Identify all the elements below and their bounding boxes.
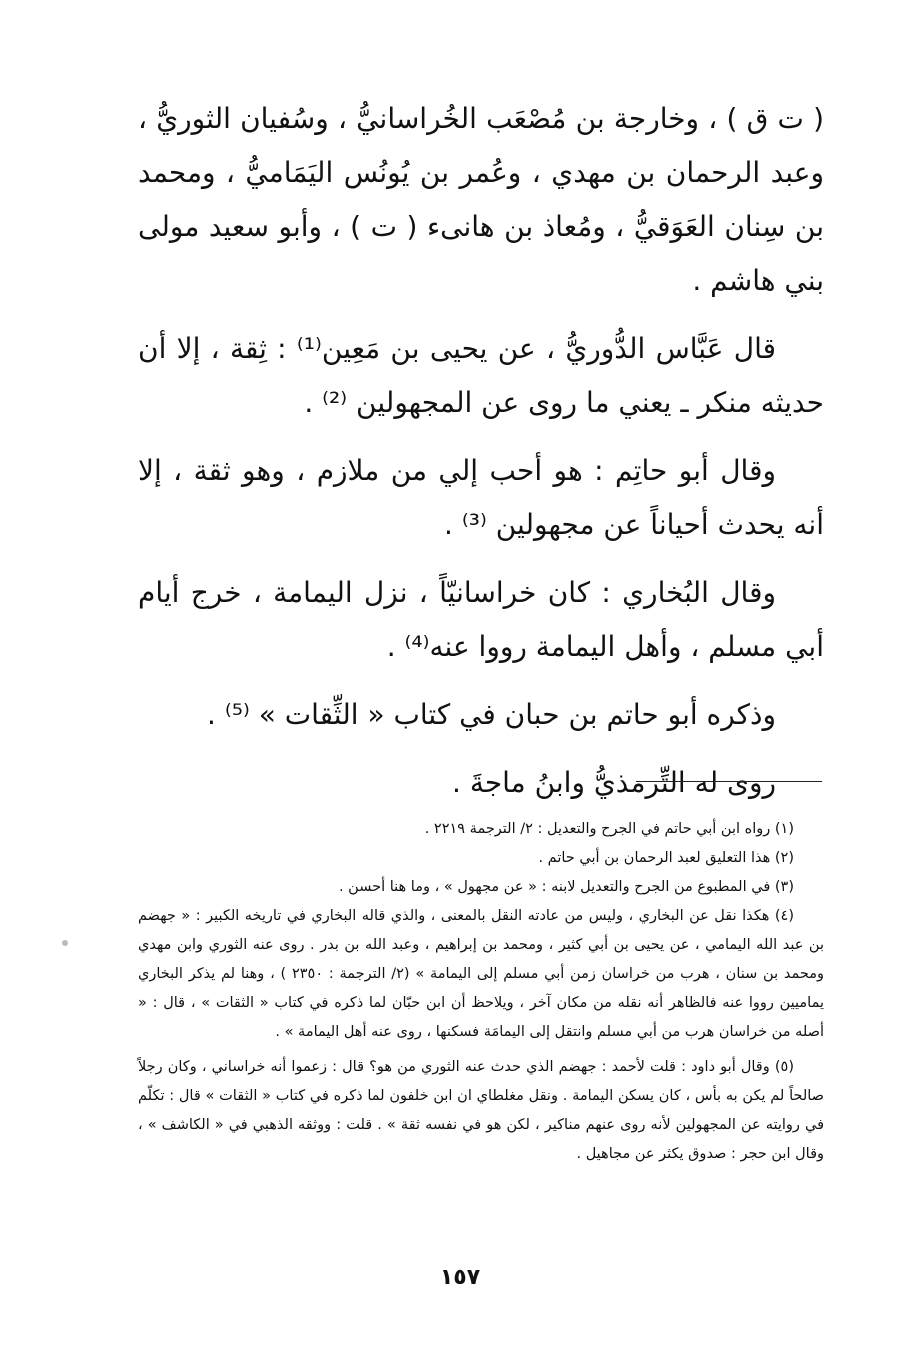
paragraph-abu-hatim: وقال أبو حاتِم : هو أحب إلي من ملازم ، وهو ثقة ، إلا أنه يحدث أحياناً عن مجهولين ⁽³⁾ . [138,454,824,541]
paragraph-ibn-hibban: وذكره أبو حاتم بن حبان في كتاب « الثِّقات » ⁽⁵⁾ . [207,698,776,731]
paragraph-ibn-maeen: قال عَبَّاس الدُّوريُّ ، عن يحيى بن مَعِين⁽¹⁾ : ثِقة ، إلا أن حديثه منكر ـ يعني ما روى عن المجهولين ⁽²⁾ . [138,332,824,419]
footnotes [138,815,824,1169]
footnote-1: (١) رواه ابن أبي حاتم في الجرح والتعديل : ٢/ الترجمة ٢٢١٩ . [424,821,794,837]
paragraph-bukhari: وقال البُخاري : كان خراسانيّاً ، نزل اليمامة ، خرج أيام أبي مسلم ، وأهل اليمامة رووا عنه⁽⁴⁾ . [138,576,824,663]
footnote-separator [636,781,822,782]
main-text [138,92,824,824]
paragraph-narrators: ( ت ق ) ، وخارجة بن مُصْعَب الخُراسانيُّ ، وسُفيان الثوريُّ ، وعبد الرحمان بن مهدي ، وعُمر بن يُونُس اليَمَاميُّ ، ومحمد بن سِنان العَوَقيُّ ، ومُعاذ بن هانىء ( ت ) ، وأبو سعيد مولى بني هاشم . [138,102,824,297]
footnote-5: (٥) وقال أبو داود : قلت لأحمد : جهضم الذي حدث عنه الثوري من هو؟ قال : زعموا أنه خراساني ، وكان رجلاً صالحاً لم يكن به بأس ، كان يسكن اليمامة . ونقل مغلطاي ان ابن خلفون لما ذكره في كتاب « الثقات » قال : تكلّم في روايته عن المجهولين لأنه روى عنهم مناكير ، لكن هو في نفسه ثقة » . قلت : ووثقه الذهبي في « الكاشف » ، وقال ابن حجر : صدوق يكثر عن مجاهيل . [138,1059,824,1162]
paragraph-narrated-by: روى له التِّرمذيُّ وابنُ ماجةَ . [452,766,776,799]
scan-speck [62,940,68,946]
footnote-4: (٤) هكذا نقل عن البخاري ، وليس من عادته النقل بالمعنى ، والذي قاله البخاري في تاريخه الكبير : « جهضم بن عبد الله اليمامي ، عن يحيى بن أبي كثير ، ومحمد بن إبراهيم ، وعبد الله بن بدر . روى عنه الثوري وابن مهدي ومحمد بن سنان ، هرب من خراسان زمن أبي مسلم إلى اليمامة » (٢/ الترجمة : ٢٣٥٠ ) ، وهنا لم يذكر البخاري يماميين رووا عنه فالظاهر أنه نقله من مكان آخر ، ويلاحظ أن ابن حبّان لما ذكره في كتاب « الثقات » ، قال : « أصله من خراسان هرب من أبي مسلم وانتقل إلى اليمامَة فسكنها ، روى عنه أهل اليمامة » . [138,908,824,1040]
footnote-2: (٢) هذا التعليق لعبد الرحمان بن أبي حاتم . [538,850,794,866]
page-number: ١٥٧ [439,1265,481,1290]
footnote-3: (٣) في المطبوع من الجرح والتعديل لابنه : « عن مجهول » ، وما هنا أحسن . [338,879,794,895]
